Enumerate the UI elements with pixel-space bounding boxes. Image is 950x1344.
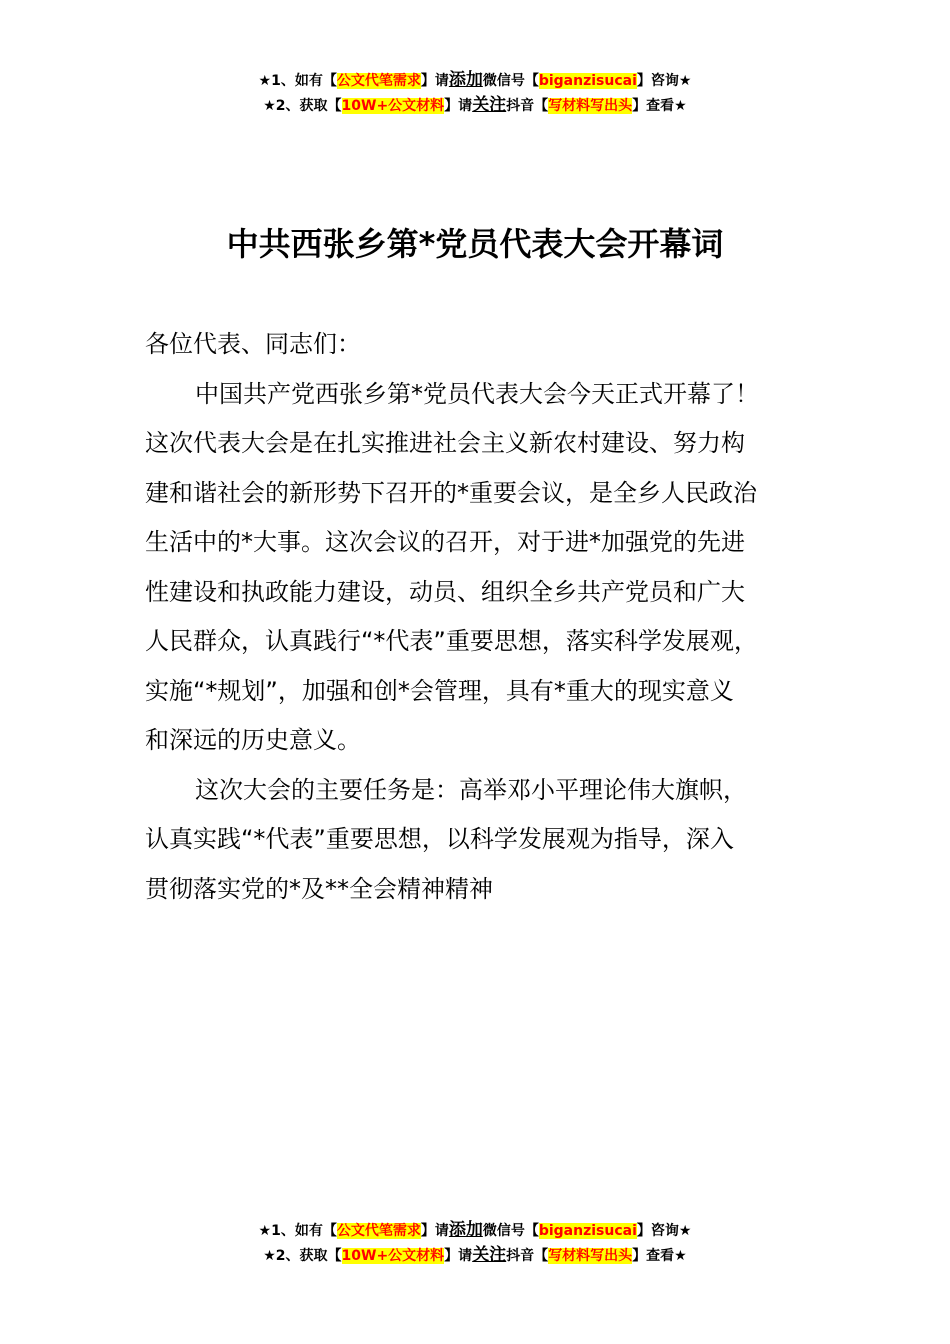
paragraph-line: 和深远的历史意义。 [145,726,361,754]
paragraph-1 [145,370,845,766]
underlined-follow: 关注 [472,95,507,115]
highlight-douyin: 写材料写出头 [548,98,633,114]
underlined-follow: 关注 [472,1245,507,1265]
paragraph-line: 生活中的*大事。这次会议的召开，对于进*加强党的先进 [145,528,745,556]
highlight-douyin: 写材料写出头 [548,1248,633,1264]
underlined-add: 添加 [448,70,483,90]
highlight-service: 公文代笔需求 [336,1223,421,1239]
paragraph-line: 认真实践“*代表”重要思想，以科学发展观为指导，深入 [145,825,734,853]
highlight-materials: 10W+公文材料 [341,1248,445,1264]
banner-line-1: ★1、如有【公文代笔需求】请添加微信号【biganzisucai】咨询★ [258,70,692,90]
salutation: 各位代表、同志们： [145,330,361,358]
paragraph-2 [145,766,845,915]
paragraph-line: 性建设和执政能力建设，动员、组织全乡共产党员和广大 [145,577,745,606]
header-banner [0,68,950,118]
highlight-service: 公文代笔需求 [336,73,421,89]
paragraph-line: 这次代表大会是在扎实推进社会主义新农村建设、努力构 [145,429,745,457]
underlined-add: 添加 [448,1220,483,1240]
document-body [145,320,845,914]
paragraph-line: 中国共产党西张乡第*党员代表大会今天正式开幕了！ [195,379,759,408]
document-title: 中共西张乡第*党员代表大会开幕词 [226,225,724,263]
paragraph-line: 这次大会的主要任务是：高举邓小平理论伟大旗帜， [195,775,747,804]
banner-line-2: ★2、获取【10W+公文材料】请关注抖音【写材料写出头】查看★ [263,95,687,115]
paragraph-line: 人民群众，认真践行“*代表”重要思想，落实科学发展观， [145,627,758,655]
banner-line-2: ★2、获取【10W+公文材料】请关注抖音【写材料写出头】查看★ [263,1245,687,1265]
paragraph-line: 实施“*规划”，加强和创*会管理，具有*重大的现实意义 [145,676,734,705]
highlight-wechat-id: biganzisucai [538,73,637,89]
highlight-wechat-id: biganzisucai [538,1223,637,1239]
highlight-materials: 10W+公文材料 [341,98,445,114]
paragraph-line: 建和谐社会的新形势下召开的*重要会议，是全乡人民政治 [145,478,757,507]
footer-banner [0,1218,950,1268]
paragraph-line: 贯彻落实党的*及**全会精神精神 [145,874,493,903]
banner-line-1: ★1、如有【公文代笔需求】请添加微信号【biganzisucai】咨询★ [258,1220,692,1240]
